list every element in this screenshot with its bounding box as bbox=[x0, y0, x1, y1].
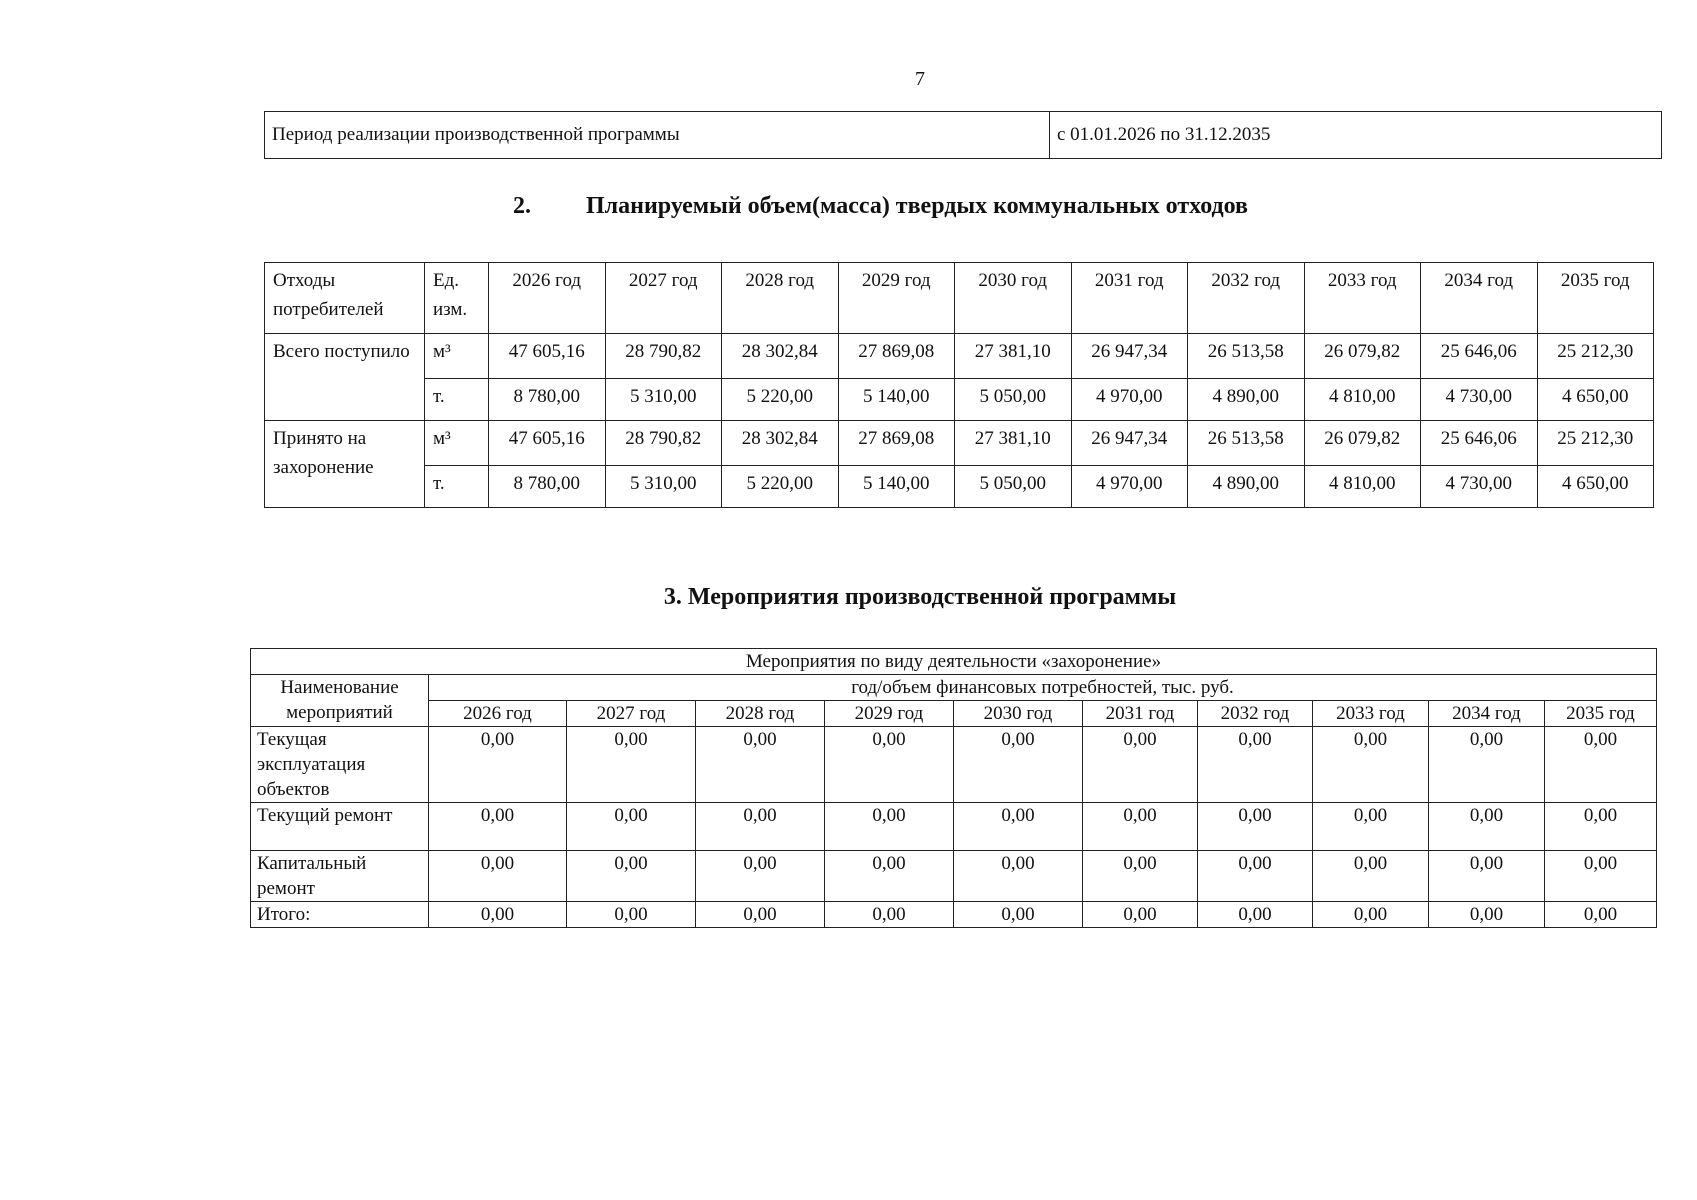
table-row bbox=[265, 421, 1654, 466]
year-header: 2029 год bbox=[825, 701, 954, 727]
row-label: Принято на захоронение bbox=[265, 421, 425, 508]
unit-cell: т. bbox=[425, 379, 489, 421]
value-cell: 5 310,00 bbox=[605, 466, 722, 508]
row-label: Текущая эксплуатация объектов bbox=[251, 727, 429, 803]
value-cell: 5 140,00 bbox=[838, 466, 955, 508]
value-cell: 0,00 bbox=[1429, 803, 1545, 851]
value-cell: 26 947,34 bbox=[1071, 334, 1188, 379]
value-cell: 4 730,00 bbox=[1421, 466, 1538, 508]
year-header: 2028 год bbox=[696, 701, 825, 727]
row-label: Всего поступило bbox=[265, 334, 425, 421]
value-cell: 4 810,00 bbox=[1304, 466, 1421, 508]
caption-row bbox=[251, 649, 1657, 675]
year-header: 2026 год bbox=[489, 263, 606, 334]
value-cell: 0,00 bbox=[1429, 902, 1545, 928]
value-cell: 0,00 bbox=[825, 727, 954, 803]
year-header: 2027 год bbox=[605, 263, 722, 334]
value-cell: 0,00 bbox=[1198, 803, 1313, 851]
page-number: 7 bbox=[915, 68, 925, 90]
value-cell: 5 220,00 bbox=[722, 466, 839, 508]
value-cell: 27 869,08 bbox=[838, 334, 955, 379]
year-header: 2031 год bbox=[1083, 701, 1198, 727]
value-cell: 4 810,00 bbox=[1304, 379, 1421, 421]
value-cell: 28 302,84 bbox=[722, 421, 839, 466]
value-cell: 5 310,00 bbox=[605, 379, 722, 421]
year-header: 2033 год bbox=[1304, 263, 1421, 334]
value-cell: 0,00 bbox=[1083, 851, 1198, 902]
value-cell: 4 890,00 bbox=[1188, 379, 1305, 421]
unit-cell: м³ bbox=[425, 421, 489, 466]
value-cell: 0,00 bbox=[1429, 727, 1545, 803]
section-2-number: 2. bbox=[513, 193, 531, 219]
year-header: 2035 год bbox=[1545, 701, 1657, 727]
period-label: Период реализации производственной программы bbox=[265, 112, 1050, 159]
year-header: 2034 год bbox=[1429, 701, 1545, 727]
value-cell: 27 381,10 bbox=[955, 421, 1072, 466]
value-cell: 0,00 bbox=[696, 902, 825, 928]
table-row bbox=[251, 851, 1657, 902]
year-header: 2027 год bbox=[567, 701, 696, 727]
value-cell: 0,00 bbox=[429, 727, 567, 803]
year-header: 2033 год bbox=[1313, 701, 1429, 727]
value-cell: 0,00 bbox=[567, 902, 696, 928]
year-header: 2035 год bbox=[1537, 263, 1654, 334]
column-header: Наименование мероприятий bbox=[251, 675, 429, 727]
value-cell: 0,00 bbox=[954, 851, 1083, 902]
value-cell: 26 079,82 bbox=[1304, 421, 1421, 466]
year-header: 2029 год bbox=[838, 263, 955, 334]
value-cell: 4 650,00 bbox=[1537, 379, 1654, 421]
value-cell: 26 079,82 bbox=[1304, 334, 1421, 379]
period-table bbox=[264, 111, 1662, 159]
table-row bbox=[265, 466, 1654, 508]
value-cell: 8 780,00 bbox=[489, 379, 606, 421]
table-row bbox=[251, 902, 1657, 928]
value-cell: 0,00 bbox=[954, 902, 1083, 928]
value-cell: 0,00 bbox=[696, 851, 825, 902]
row-label: Текущий ремонт bbox=[251, 803, 429, 851]
value-cell: 26 947,34 bbox=[1071, 421, 1188, 466]
unit-cell: т. bbox=[425, 466, 489, 508]
value-cell: 0,00 bbox=[825, 803, 954, 851]
table-row bbox=[251, 803, 1657, 851]
value-cell: 0,00 bbox=[696, 803, 825, 851]
year-header: 2030 год bbox=[954, 701, 1083, 727]
value-cell: 0,00 bbox=[429, 902, 567, 928]
value-cell: 27 869,08 bbox=[838, 421, 955, 466]
value-cell: 0,00 bbox=[567, 803, 696, 851]
row-label: Итого: bbox=[251, 902, 429, 928]
table-row bbox=[251, 727, 1657, 803]
value-cell: 0,00 bbox=[567, 851, 696, 902]
value-cell: 0,00 bbox=[1198, 851, 1313, 902]
table-row bbox=[265, 112, 1662, 159]
value-cell: 0,00 bbox=[1545, 803, 1657, 851]
year-header: 2034 год bbox=[1421, 263, 1538, 334]
value-cell: 0,00 bbox=[567, 727, 696, 803]
value-cell: 28 790,82 bbox=[605, 334, 722, 379]
value-cell: 5 220,00 bbox=[722, 379, 839, 421]
value-cell: 4 970,00 bbox=[1071, 379, 1188, 421]
value-cell: 27 381,10 bbox=[955, 334, 1072, 379]
value-cell: 0,00 bbox=[1083, 902, 1198, 928]
value-cell: 5 140,00 bbox=[838, 379, 955, 421]
header-row bbox=[251, 675, 1657, 701]
value-cell: 47 605,16 bbox=[489, 334, 606, 379]
column-header: Отходы потребителей bbox=[265, 263, 425, 334]
value-cell: 0,00 bbox=[1429, 851, 1545, 902]
value-cell: 0,00 bbox=[1198, 902, 1313, 928]
table-caption: Мероприятия по виду деятельности «захоронение» bbox=[251, 649, 1657, 675]
value-cell: 0,00 bbox=[1313, 902, 1429, 928]
value-cell: 0,00 bbox=[429, 851, 567, 902]
column-header: Ед. изм. bbox=[425, 263, 489, 334]
value-cell: 0,00 bbox=[954, 727, 1083, 803]
value-cell: 0,00 bbox=[1198, 727, 1313, 803]
value-cell: 0,00 bbox=[1545, 902, 1657, 928]
value-cell: 5 050,00 bbox=[955, 466, 1072, 508]
value-cell: 0,00 bbox=[1313, 803, 1429, 851]
period-value: с 01.01.2026 по 31.12.2035 bbox=[1050, 112, 1662, 159]
measures-table bbox=[250, 648, 1657, 928]
value-cell: 0,00 bbox=[825, 902, 954, 928]
value-cell: 0,00 bbox=[1545, 851, 1657, 902]
year-header: 2031 год bbox=[1071, 263, 1188, 334]
unit-cell: м³ bbox=[425, 334, 489, 379]
value-cell: 4 890,00 bbox=[1188, 466, 1305, 508]
value-cell: 25 646,06 bbox=[1421, 421, 1538, 466]
header-row bbox=[265, 263, 1654, 334]
value-cell: 0,00 bbox=[429, 803, 567, 851]
section-2-title: Планируемый объем(масса) твердых коммунальных отходов bbox=[586, 193, 1249, 219]
value-cell: 4 650,00 bbox=[1537, 466, 1654, 508]
value-cell: 47 605,16 bbox=[489, 421, 606, 466]
table-row bbox=[265, 379, 1654, 421]
value-cell: 0,00 bbox=[1083, 727, 1198, 803]
year-header: 2028 год bbox=[722, 263, 839, 334]
waste-volume-table bbox=[264, 262, 1654, 508]
table-row bbox=[265, 334, 1654, 379]
value-cell: 0,00 bbox=[1083, 803, 1198, 851]
value-cell: 25 212,30 bbox=[1537, 334, 1654, 379]
value-cell: 26 513,58 bbox=[1188, 334, 1305, 379]
header-row bbox=[251, 701, 1657, 727]
year-header: 2030 год bbox=[955, 263, 1072, 334]
value-cell: 0,00 bbox=[1313, 851, 1429, 902]
value-cell: 28 790,82 bbox=[605, 421, 722, 466]
value-cell: 28 302,84 bbox=[722, 334, 839, 379]
value-cell: 26 513,58 bbox=[1188, 421, 1305, 466]
subheader: год/объем финансовых потребностей, тыс. руб. bbox=[429, 675, 1657, 701]
value-cell: 0,00 bbox=[1545, 727, 1657, 803]
value-cell: 4 970,00 bbox=[1071, 466, 1188, 508]
value-cell: 5 050,00 bbox=[955, 379, 1072, 421]
value-cell: 25 212,30 bbox=[1537, 421, 1654, 466]
value-cell: 4 730,00 bbox=[1421, 379, 1538, 421]
value-cell: 0,00 bbox=[825, 851, 954, 902]
year-header: 2026 год bbox=[429, 701, 567, 727]
value-cell: 0,00 bbox=[696, 727, 825, 803]
value-cell: 0,00 bbox=[954, 803, 1083, 851]
year-header: 2032 год bbox=[1188, 263, 1305, 334]
value-cell: 25 646,06 bbox=[1421, 334, 1538, 379]
year-header: 2032 год bbox=[1198, 701, 1313, 727]
row-label: Капитальный ремонт bbox=[251, 851, 429, 902]
section-3-title: 3. Мероприятия производственной программы bbox=[663, 584, 1177, 610]
value-cell: 8 780,00 bbox=[489, 466, 606, 508]
value-cell: 0,00 bbox=[1313, 727, 1429, 803]
